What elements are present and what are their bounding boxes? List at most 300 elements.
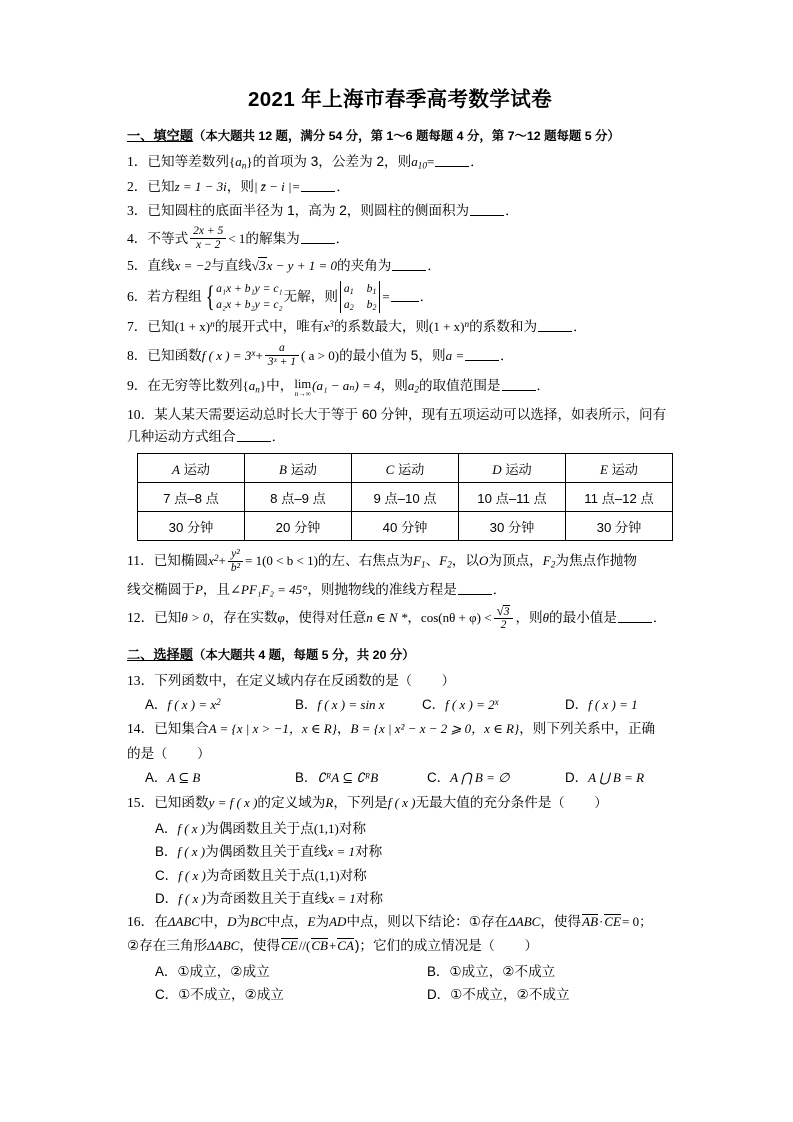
q6-text-1: 若方程组: [147, 288, 202, 304]
question-16: [127, 911, 673, 933]
option-desc: 为偶函数且关于直线: [205, 844, 328, 860]
question-15-options: [127, 817, 673, 911]
question-3: [127, 200, 673, 222]
q11-period: ．: [492, 581, 506, 597]
q11-o-point: O: [479, 553, 489, 569]
table-cell-header-b: [245, 454, 352, 483]
q12-period: ．: [653, 610, 667, 626]
question-1: 1．已知等差数列$\{a_n\}$的首项为 3，公差为 2，则$a_{10}=$ ．: [127, 153, 484, 171]
q8-fraction: [265, 342, 299, 369]
section-note: （本大题共 4 题，每题 5 分，共 20 分）: [192, 647, 415, 662]
q16-text-1: 在: [154, 913, 168, 929]
option-text: f ( x ) = 2: [445, 697, 495, 713]
q16-triangle-2: ΔABC: [508, 913, 541, 929]
q7-text-1: 已知: [147, 319, 175, 335]
q11-text-5: 为顶点，: [488, 553, 543, 569]
system-row-1: a₁x + b₁y = c₁: [216, 281, 283, 295]
option-c[interactable]: [427, 767, 509, 789]
q11-f2b: F: [542, 553, 551, 569]
q11-f1: F: [413, 553, 422, 569]
q12-text-4: ，: [407, 610, 421, 626]
q16-dot-product: ·: [599, 913, 604, 929]
section-note: （本大题共 12 题，满分 54 分，第 1～6 题每题 4 分，第 7～12 题每题 5 分）: [192, 128, 620, 143]
option-a[interactable]: [155, 817, 673, 840]
q7-x-term: x: [323, 319, 330, 335]
option-text: A ⋃ B = R: [588, 770, 645, 786]
q12-text-3: ，使得对任意: [284, 610, 367, 626]
table-row-header: [138, 454, 673, 483]
option-desc: 为偶函数且关于点: [205, 821, 314, 836]
table-cell-duration-b: 20 分钟: [245, 512, 352, 541]
answer-blank[interactable]: [391, 301, 419, 302]
q14-set-b: B = {x | x² − x − 2 ⩾ 0，x ∈ R}: [350, 721, 520, 737]
q16-answer-parens[interactable]: （ ）: [481, 938, 539, 954]
q12-cos-expr: cos(nθ + φ) <: [420, 610, 492, 626]
option-letter: B．: [295, 697, 318, 713]
q1-seq-a: a: [235, 153, 242, 169]
option-text: ①成立，②成立: [177, 964, 270, 980]
question-number: 12．: [127, 610, 155, 626]
q5-line-2: x − y + 1 = 0: [266, 258, 337, 274]
q15-domain: R: [325, 795, 334, 811]
q1-equals: =: [426, 153, 435, 169]
question-number: 11．: [127, 553, 154, 569]
question-number: 1．: [127, 153, 148, 169]
answer-blank[interactable]: [458, 594, 492, 595]
radicand: 3: [258, 258, 266, 274]
option-fx: f ( x ): [178, 891, 206, 907]
option-letter: D．: [565, 697, 589, 713]
q7-text-2: 的展开式中，唯有: [214, 319, 324, 335]
question-number: 6．: [127, 288, 148, 304]
question-14: [127, 718, 673, 740]
q12-text-6: 的最小值是: [549, 610, 617, 626]
q9-seq-sub: n: [255, 384, 260, 395]
q12-phi: φ: [277, 610, 285, 626]
option-letter: D．: [565, 770, 589, 786]
q10-period: ．: [271, 429, 285, 445]
option-exp: 2: [216, 697, 221, 708]
question-number: 14．: [127, 721, 155, 737]
q11-f2: F: [439, 553, 448, 569]
option-text: ①不成立，②成立: [178, 987, 284, 1003]
q7-period: ．: [573, 319, 587, 335]
question-number: 3．: [127, 203, 148, 219]
option-a[interactable]: [145, 694, 221, 716]
option-desc: 为奇函数且关于点: [205, 867, 315, 883]
q10-line-1: 某人某天需要运动总时长大于等于 60 分钟，现有五项运动可以选择，如表所示，问有: [154, 407, 667, 423]
answer-blank[interactable]: [502, 390, 536, 391]
option-exp: x: [494, 697, 499, 708]
q3-text: 已知圆柱的底面半径为 1，高为 2，则圆柱的侧面积为: [147, 203, 470, 219]
q1-text-2: 的首项为 3，公差为 2，则: [252, 153, 412, 169]
radical-sign: √: [496, 602, 504, 618]
q8-exp: x: [251, 347, 256, 358]
q16-l2-text-2: ，使得: [239, 938, 281, 954]
q11-text-3: 、: [425, 553, 440, 569]
question-number: 7．: [127, 319, 148, 335]
sport-letter-c: C: [385, 461, 395, 477]
option-letter: A．: [155, 964, 178, 980]
q16-text-6: 中点，则以下结论：①存在: [346, 913, 509, 929]
q15-text-3: ，下列是: [333, 795, 388, 811]
q14-text-2: ，则下列关系中，正确: [519, 721, 656, 737]
q1-a-sub: 10: [417, 160, 427, 171]
q16-triangle-3: ΔABC: [207, 938, 240, 954]
option-fx: f ( x ): [177, 844, 206, 860]
table-cell-header-a: [138, 454, 245, 483]
question-number: 8．: [127, 347, 148, 363]
section-label: 一、填空题: [127, 127, 193, 143]
option-letter: C．: [155, 987, 179, 1003]
q15-text-2: 的定义域为: [257, 795, 326, 811]
q9-limit-body: (a₁ − aₙ) = 4: [312, 378, 381, 394]
q13-stem: 下列函数中，在定义域内存在反函数的是: [154, 672, 399, 688]
option-letter: A．: [155, 821, 178, 836]
option-d[interactable]: [427, 983, 570, 1003]
q9-limit: [294, 378, 311, 397]
question-14-options: [127, 767, 673, 792]
q10-line-2: 几种运动方式组合: [127, 429, 236, 445]
sport-suffix-c: 运动: [394, 461, 425, 477]
sport-letter-e: E: [600, 461, 608, 477]
option-d[interactable]: [565, 694, 638, 716]
sport-suffix-d: 运动: [501, 461, 532, 477]
option-text: ①不成立，②不成立: [450, 987, 570, 1003]
question-7: [127, 316, 673, 338]
question-13-options: [127, 694, 673, 718]
question-13: [127, 670, 673, 692]
q14-set-a: A = {x | x > −1，x ∈ R}: [208, 721, 337, 737]
q5-text-2: 与直线: [210, 258, 252, 274]
det-a1: $a_1$: [343, 281, 354, 296]
option-desc: 为奇函数且关于直线: [205, 891, 329, 907]
fraction-denominator: 2: [494, 618, 514, 632]
q16-vector-ab: AB: [582, 913, 599, 929]
q2-text-1: 已知: [147, 178, 175, 194]
q16-text-3: 为: [236, 913, 251, 929]
q16-vector-ce-2: CE: [281, 938, 298, 954]
option-fx: f ( x ): [178, 867, 206, 883]
sport-suffix-b: 运动: [286, 461, 317, 477]
q9-a2: a: [407, 378, 415, 394]
option-point: (1,1): [314, 867, 340, 883]
q12-n-cond: n ∈ N *: [366, 610, 408, 626]
q16-parallel-open: //(: [298, 938, 311, 954]
q16-vector-cb: CB: [311, 938, 328, 954]
q2-period: ．: [336, 178, 350, 194]
section-label: 二、选择题: [127, 646, 193, 662]
q4-period: ．: [335, 230, 349, 246]
q5-line-1: x = −2: [174, 258, 211, 274]
option-a[interactable]: [155, 960, 270, 980]
q11-f1-sub: 1: [421, 560, 426, 571]
question-number: 16．: [127, 913, 155, 929]
answer-blank[interactable]: [470, 215, 504, 216]
limit-operator: lim: [294, 377, 312, 392]
table-cell-header-d: [459, 454, 566, 483]
determinant-right-bar: [379, 281, 380, 314]
fraction-numerator: a: [279, 342, 285, 355]
question-number: 13．: [127, 672, 155, 688]
option-c[interactable]: [155, 864, 673, 887]
q13-answer-parens[interactable]: （ ）: [398, 672, 457, 688]
q16-triangle-1: ΔABC: [167, 913, 200, 929]
q8-condition: ( a > 0): [301, 347, 340, 363]
fraction-numerator: 2x + 5: [193, 225, 224, 238]
q1-a-symbol: a: [411, 153, 418, 169]
option-b[interactable]: [427, 960, 555, 980]
fraction-denominator: x − 2: [190, 238, 226, 252]
q14-comma: ，: [336, 721, 351, 737]
option-line: x = 1: [328, 891, 356, 907]
section-heading-fill-in-blank: [127, 126, 673, 146]
q11-angle-expr: ∠PF₁F₂ = 45°: [230, 581, 308, 597]
table-cell-time-a: 7 点–8 点: [138, 483, 245, 512]
q9-period: ．: [536, 378, 550, 394]
question-number: 2．: [127, 178, 148, 194]
option-suffix: 对称: [338, 821, 366, 836]
q16-point-d: D: [227, 913, 237, 929]
q16-text-4: 中点，: [266, 913, 308, 929]
answer-blank[interactable]: [301, 191, 335, 192]
question-15: [127, 792, 673, 814]
q7-exp-3: n: [464, 318, 470, 329]
radicand: 3: [503, 605, 510, 618]
q5-text-3: 的夹角为: [336, 258, 392, 274]
det-b1: $b_1$: [366, 281, 377, 296]
q7-text-3: 的系数最大，则: [333, 319, 430, 335]
system-row-2: a₂x + b₂y = c₂: [216, 297, 283, 311]
q12-text-2: ，存在实数: [209, 610, 278, 626]
question-number: 9．: [127, 378, 148, 394]
q16-l2-text-1: ②存在三角形: [127, 938, 208, 954]
table-cell-duration-a: 30 分钟: [138, 512, 245, 541]
option-text: f ( x ) = 1: [588, 697, 638, 713]
limit-subscript: n→∞: [294, 388, 311, 398]
option-letter: A．: [145, 697, 168, 713]
q11-text-1: 已知椭圆: [153, 553, 209, 569]
table-cell-duration-d: 30 分钟: [459, 512, 566, 541]
left-brace: {: [205, 280, 215, 314]
q11-line2-text-1: 线交椭圆于: [127, 581, 195, 597]
q7-binomial-2: (1 + x): [429, 319, 465, 335]
q16-plus: +: [328, 938, 337, 954]
q6-text-2: 无解，则: [283, 288, 338, 304]
table-cell-duration-c: 40 分钟: [352, 512, 459, 541]
question-2: [127, 176, 673, 198]
q16-segment-ad: AD: [329, 913, 347, 929]
q11-plus: +: [218, 553, 226, 569]
q4-inequality: < 1: [228, 230, 246, 246]
q15-function: y = f ( x ): [208, 795, 258, 811]
q12-theta: θ: [542, 610, 550, 626]
question-9: 9．在无穷等比数列$\{a_n\}$中， lim n→∞ (a₁ − aₙ) = 4，则$a_2$的取值范围是 ．: [127, 377, 550, 398]
question-12: [127, 603, 673, 633]
q5-text-1: 直线: [147, 258, 175, 274]
option-letter: C．: [155, 867, 179, 883]
table-cell-time-d: 10 点–11 点: [459, 483, 566, 512]
q7-text-4: 的系数和为: [469, 319, 538, 335]
q11-f2b-sub: 2: [550, 560, 556, 571]
q14-text-1: 已知集合: [154, 721, 209, 737]
q14-answer-parens[interactable]: （ ）: [154, 745, 212, 761]
option-letter: D．: [427, 987, 451, 1003]
q11-line2-text-2: ，且: [202, 581, 231, 597]
q8-text-1: 已知函数: [147, 347, 202, 363]
q9-text-4: 的取值范围是: [418, 378, 501, 394]
option-c[interactable]: [155, 983, 284, 1003]
radical-sign: √: [251, 258, 259, 274]
q6-equation-system: [203, 281, 283, 314]
fraction-denominator: b²: [228, 561, 243, 575]
q4-text-2: 的解集为: [245, 230, 300, 246]
sports-schedule-table: [137, 453, 673, 541]
q12-sqrt: [496, 602, 511, 618]
q15-text-4: 无最大值的充分条件是: [415, 795, 552, 811]
question-number: 5．: [127, 258, 148, 274]
option-letter: B．: [295, 770, 318, 786]
answer-blank[interactable]: [465, 360, 499, 361]
q4-fraction: [190, 225, 226, 252]
question-number: 4．: [127, 230, 148, 246]
q11-f2-sub: 2: [447, 560, 452, 571]
q16-vector-ce: CE: [604, 913, 621, 929]
option-text: A ⋂ B = ∅: [450, 770, 510, 786]
q2-modulus-expr: | z̄ − i |=: [253, 178, 301, 194]
q11-x-term: x: [208, 553, 214, 569]
q5-period: ．: [427, 258, 441, 274]
answer-blank[interactable]: [435, 166, 469, 167]
option-a[interactable]: [145, 767, 200, 789]
q11-ellipse-rhs: = 1(0 < b < 1): [245, 553, 318, 569]
q16-text-7: ，使得: [540, 913, 582, 929]
page-content: [127, 88, 673, 1006]
option-fx: f ( x ): [177, 821, 206, 836]
sport-suffix-e: 运动: [607, 461, 638, 477]
q15-answer-parens[interactable]: （ ）: [551, 795, 609, 811]
q16-l2-text-3: )；它们的成立情况是: [354, 938, 482, 954]
det-b2: $b_2$: [366, 297, 377, 313]
sport-letter-d: D: [492, 461, 502, 477]
page-title: 2021 年上海市春季高考数学试卷: [247, 88, 553, 111]
sport-suffix-a: 运动: [179, 461, 210, 477]
q8-a-equals: a =: [445, 347, 465, 363]
q11-text-4: ，以: [451, 553, 480, 569]
q4-text-1: 不等式: [147, 230, 189, 246]
q1-period: ．: [470, 153, 484, 169]
q9-text-2: 中，: [266, 378, 294, 394]
option-letter: A．: [145, 770, 168, 786]
option-c[interactable]: [422, 694, 499, 716]
q11-p-point: P: [194, 581, 203, 597]
q2-z-expr: z = 1 − 3i: [174, 178, 227, 194]
answer-blank[interactable]: [538, 331, 572, 332]
q12-fraction: [494, 604, 514, 633]
q11-text-6: 为焦点作抛物: [555, 553, 637, 569]
q8-function: f ( x ) = 3: [201, 347, 252, 363]
q9-text-3: ，则: [380, 378, 408, 394]
option-b[interactable]: [155, 840, 673, 863]
question-5: [127, 255, 673, 277]
q5-sqrt: [252, 258, 267, 273]
question-11-line-2: [127, 579, 673, 601]
question-10: [127, 404, 673, 448]
question-11: [127, 547, 673, 576]
fraction-numerator: [494, 604, 514, 619]
q7-binomial-1: (1 + x): [174, 319, 211, 335]
option-suffix: 对称: [339, 867, 367, 883]
determinant-grid: [341, 281, 379, 314]
q16-vector-ca: CA: [337, 938, 354, 954]
question-number: 10．: [127, 407, 155, 423]
option-letter: B．: [427, 964, 450, 980]
q8-period: ．: [500, 347, 514, 363]
q1-text-1: 已知等差数列: [147, 153, 229, 169]
table-cell-time-c: 9 点–10 点: [352, 483, 459, 512]
q16-text-8: = 0；: [621, 913, 653, 929]
q12-text-5: ，则: [515, 610, 543, 626]
q15-text-1: 已知函数: [154, 795, 209, 811]
option-d[interactable]: [565, 767, 644, 789]
question-16-options-row-1: [127, 960, 673, 983]
answer-blank[interactable]: [301, 243, 335, 244]
option-point: (1,1): [313, 821, 339, 836]
option-line: x = 1: [327, 844, 356, 860]
q9-text-1: 在无穷等比数列: [147, 378, 243, 394]
q6-equals: =: [382, 288, 390, 304]
sport-letter-a: A: [172, 461, 180, 477]
option-letter: B．: [155, 844, 178, 860]
q12-text-1: 已知: [154, 610, 182, 626]
option-b[interactable]: [295, 767, 378, 789]
table-row-durations: [138, 512, 673, 541]
q11-text-2: 的左、右焦点为: [317, 553, 414, 569]
question-16-options-row-2: [127, 983, 673, 1006]
option-b[interactable]: [295, 694, 385, 716]
option-text: A ⊆ B: [167, 770, 201, 786]
question-6: [127, 280, 673, 314]
answer-blank[interactable]: [618, 622, 652, 623]
table-cell-header-c: [352, 454, 459, 483]
option-suffix: 对称: [355, 844, 383, 860]
q2-text-2: ，则: [226, 178, 254, 194]
fraction-numerator: y²: [231, 548, 240, 561]
q8-plus: +: [255, 347, 263, 363]
option-letter: C．: [427, 770, 451, 786]
sport-letter-b: B: [279, 461, 287, 477]
option-d[interactable]: [155, 887, 673, 910]
q9-a2-sub: 2: [414, 384, 419, 395]
table-row-times: [138, 483, 673, 512]
system-rows: [216, 281, 282, 314]
q11-fraction: [228, 548, 243, 575]
question-number: 15．: [127, 795, 155, 811]
q6-period: ．: [419, 288, 433, 304]
section-heading-multiple-choice: [127, 645, 673, 665]
option-letter: C．: [422, 697, 446, 713]
q11-x-exp: 2: [213, 553, 219, 564]
table-cell-duration-e: 30 分钟: [566, 512, 673, 541]
option-text: f ( x ) = x: [167, 697, 217, 713]
q7-exp-1: n: [210, 318, 215, 329]
q3-period: ．: [505, 203, 519, 219]
option-letter: D．: [155, 891, 179, 907]
table-cell-time-b: 8 点–9 点: [245, 483, 352, 512]
answer-blank[interactable]: [392, 270, 426, 271]
answer-blank[interactable]: [237, 441, 271, 442]
option-text: ∁ᴿA ⊆ ∁ᴿB: [317, 770, 379, 786]
